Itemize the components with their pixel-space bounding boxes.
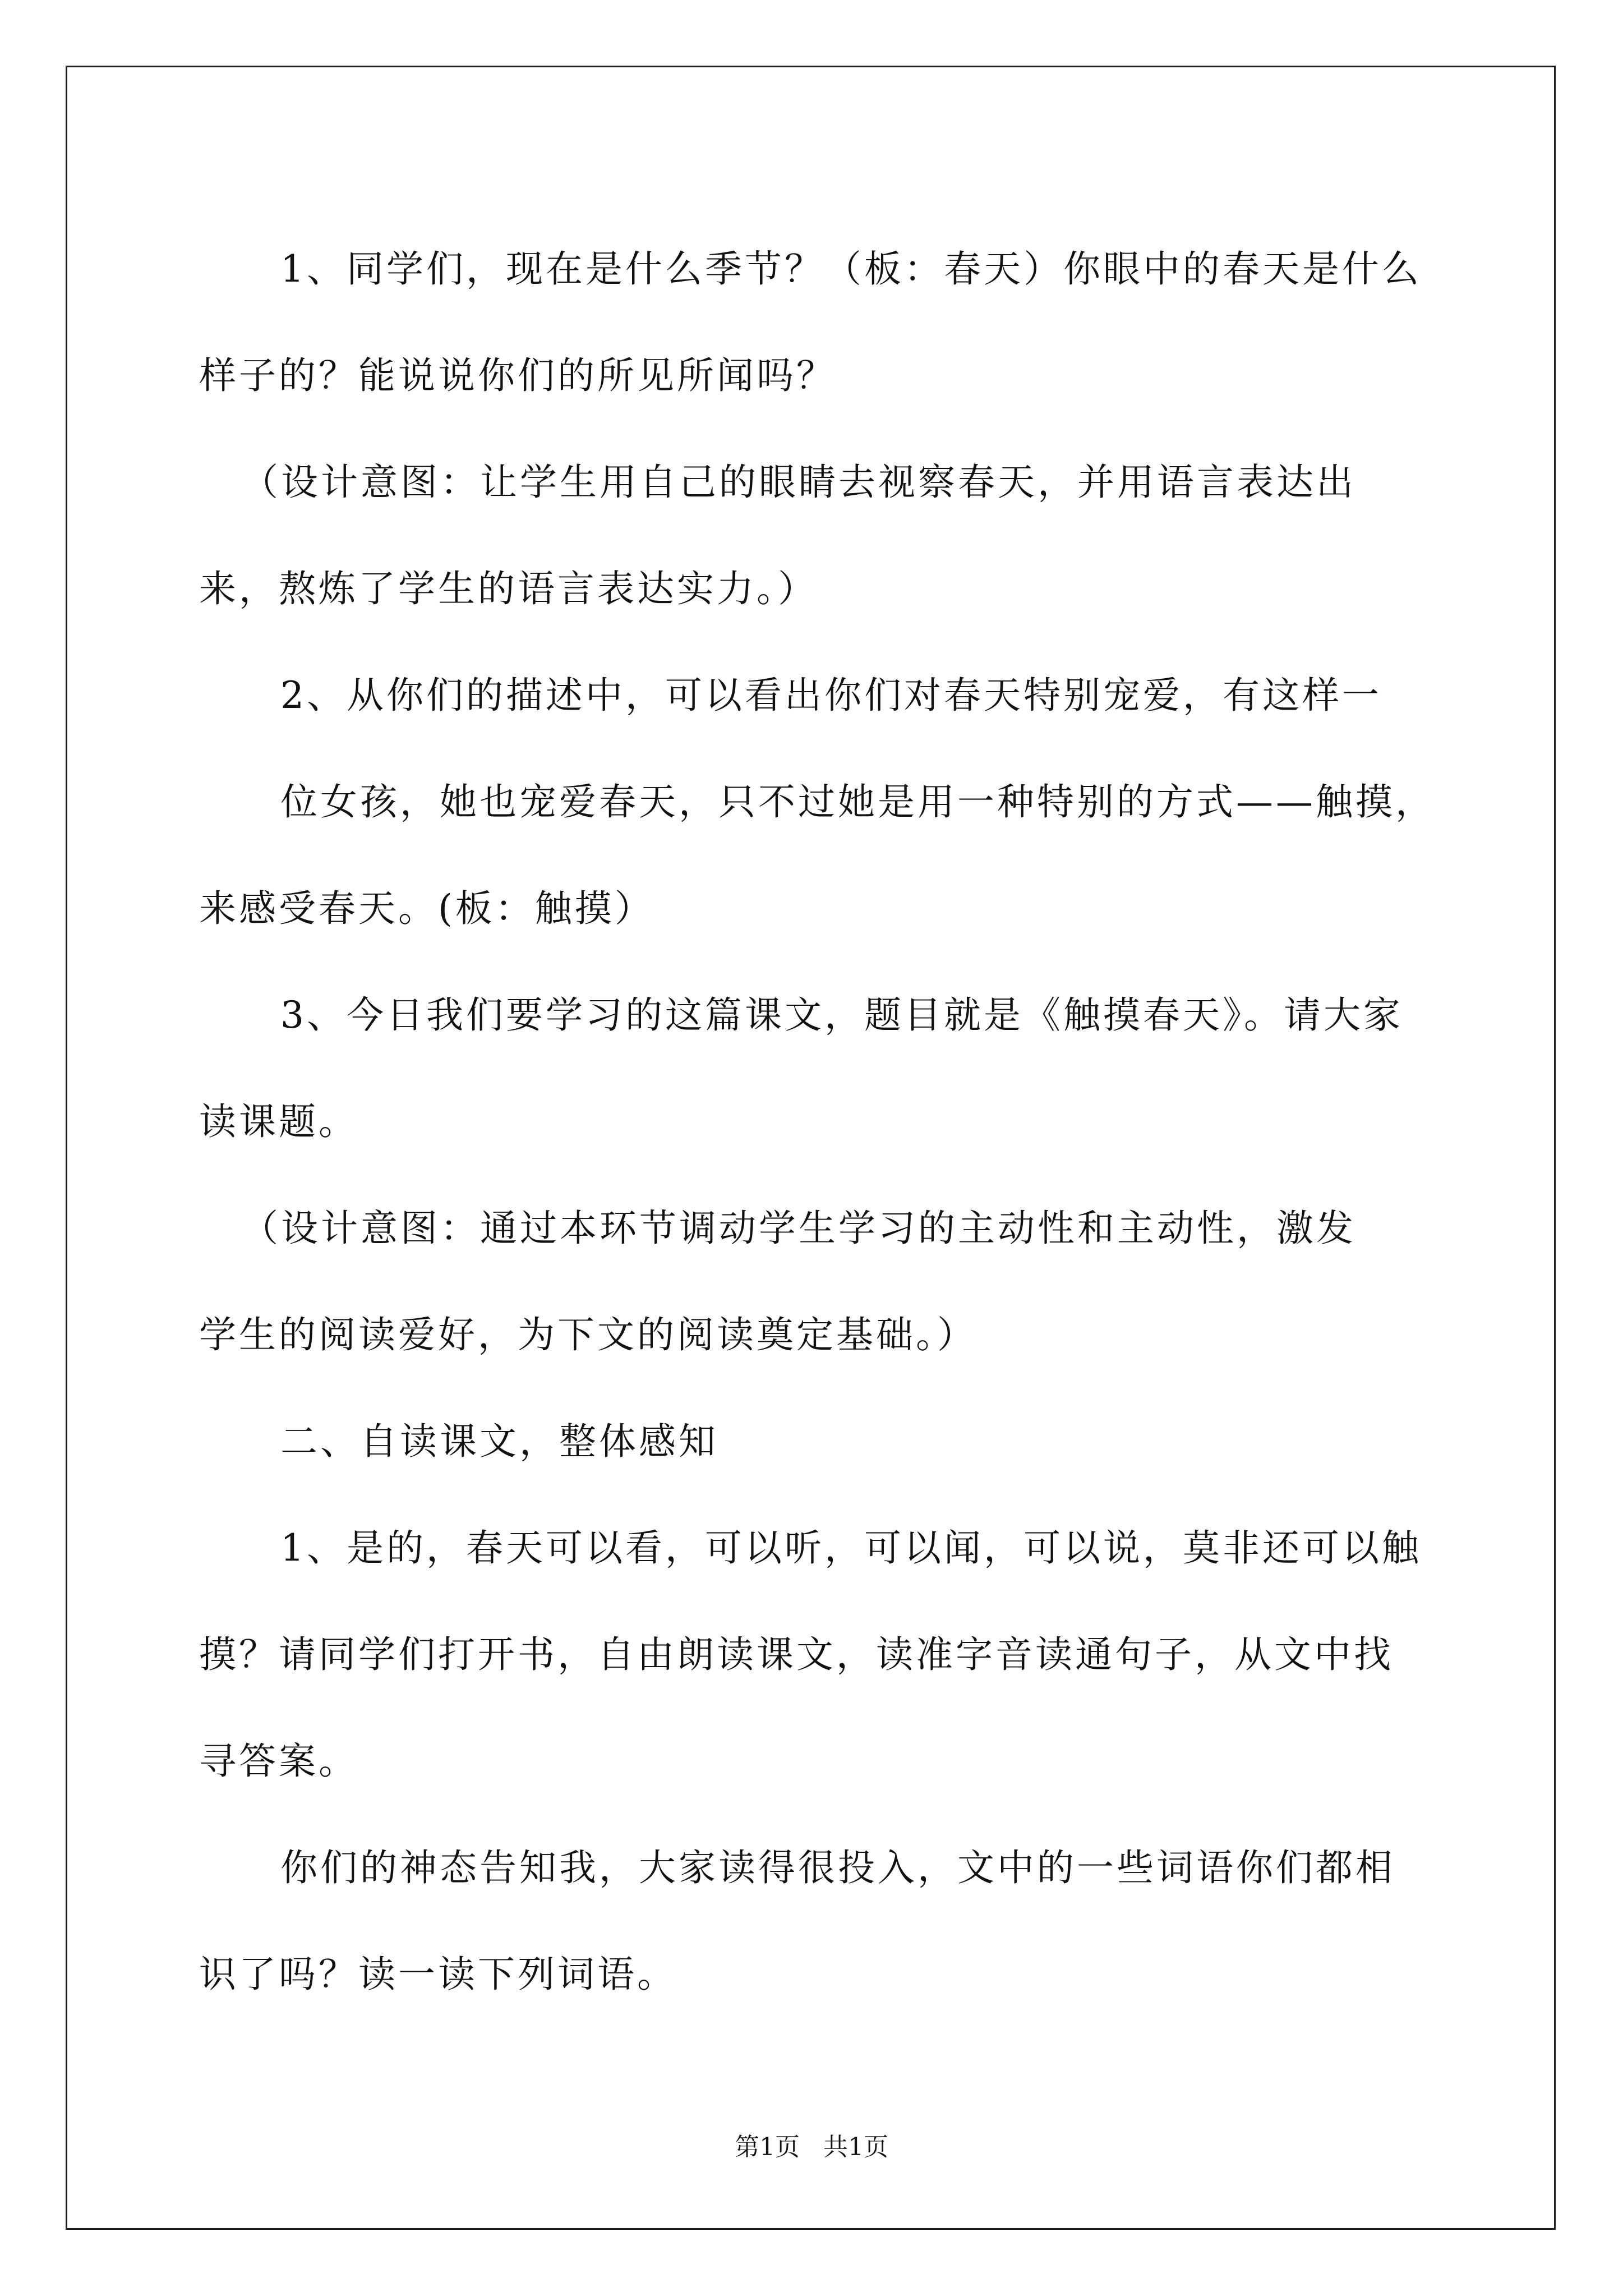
page-number-footer: 第1页 共1页 (735, 2133, 888, 2161)
text-line: 学生的阅读爱好，为下文的阅读奠定基础。） (199, 1313, 977, 1356)
text-line: 位女孩，她也宠爱春天，只不过她是用一种特别的方式——触摸， (280, 780, 1435, 823)
text-line: 你们的神态告知我，大家读得很投入，文中的一些词语你们都相 (280, 1846, 1395, 1889)
text-line: 二、自读课文，整体感知 (280, 1420, 718, 1463)
text-line: 来感受春天。(板：触摸） (199, 887, 654, 930)
document-body (199, 216, 1433, 2028)
text-line: 读课题。 (199, 1100, 358, 1143)
text-line: 2、从你们的描述中，可以看出你们对春天特别宠爱，有这样一 (280, 674, 1382, 717)
text-line: 来，熬炼了学生的语言表达实力。） (199, 567, 818, 610)
text-line: 3、今日我们要学习的这篇课文，题目就是《触摸春天》。请大家 (280, 993, 1403, 1037)
text-line: 识了吗？读一读下列词语。 (199, 1953, 677, 1996)
text-line: 摸？请同学们打开书，自由朗读课文，读准字音读通句子，从文中找 (199, 1633, 1394, 1676)
text-line: 寻答案。 (199, 1740, 358, 1783)
text-line: 1、是的，春天可以看，可以听，可以闻，可以说，莫非还可以触 (280, 1526, 1422, 1570)
text-line: 样子的？能说说你们的所见所闻吗？ (199, 354, 836, 397)
text-line: （设计意图：通过本环节调动学生学习的主动性和主动性，激发 (241, 1207, 1356, 1250)
text-line: （设计意图：让学生用自己的眼睛去视察春天，并用语言表达出 (241, 461, 1356, 504)
text-line: 1、同学们，现在是什么季节？（板：春天）你眼中的春天是什么 (280, 247, 1422, 291)
